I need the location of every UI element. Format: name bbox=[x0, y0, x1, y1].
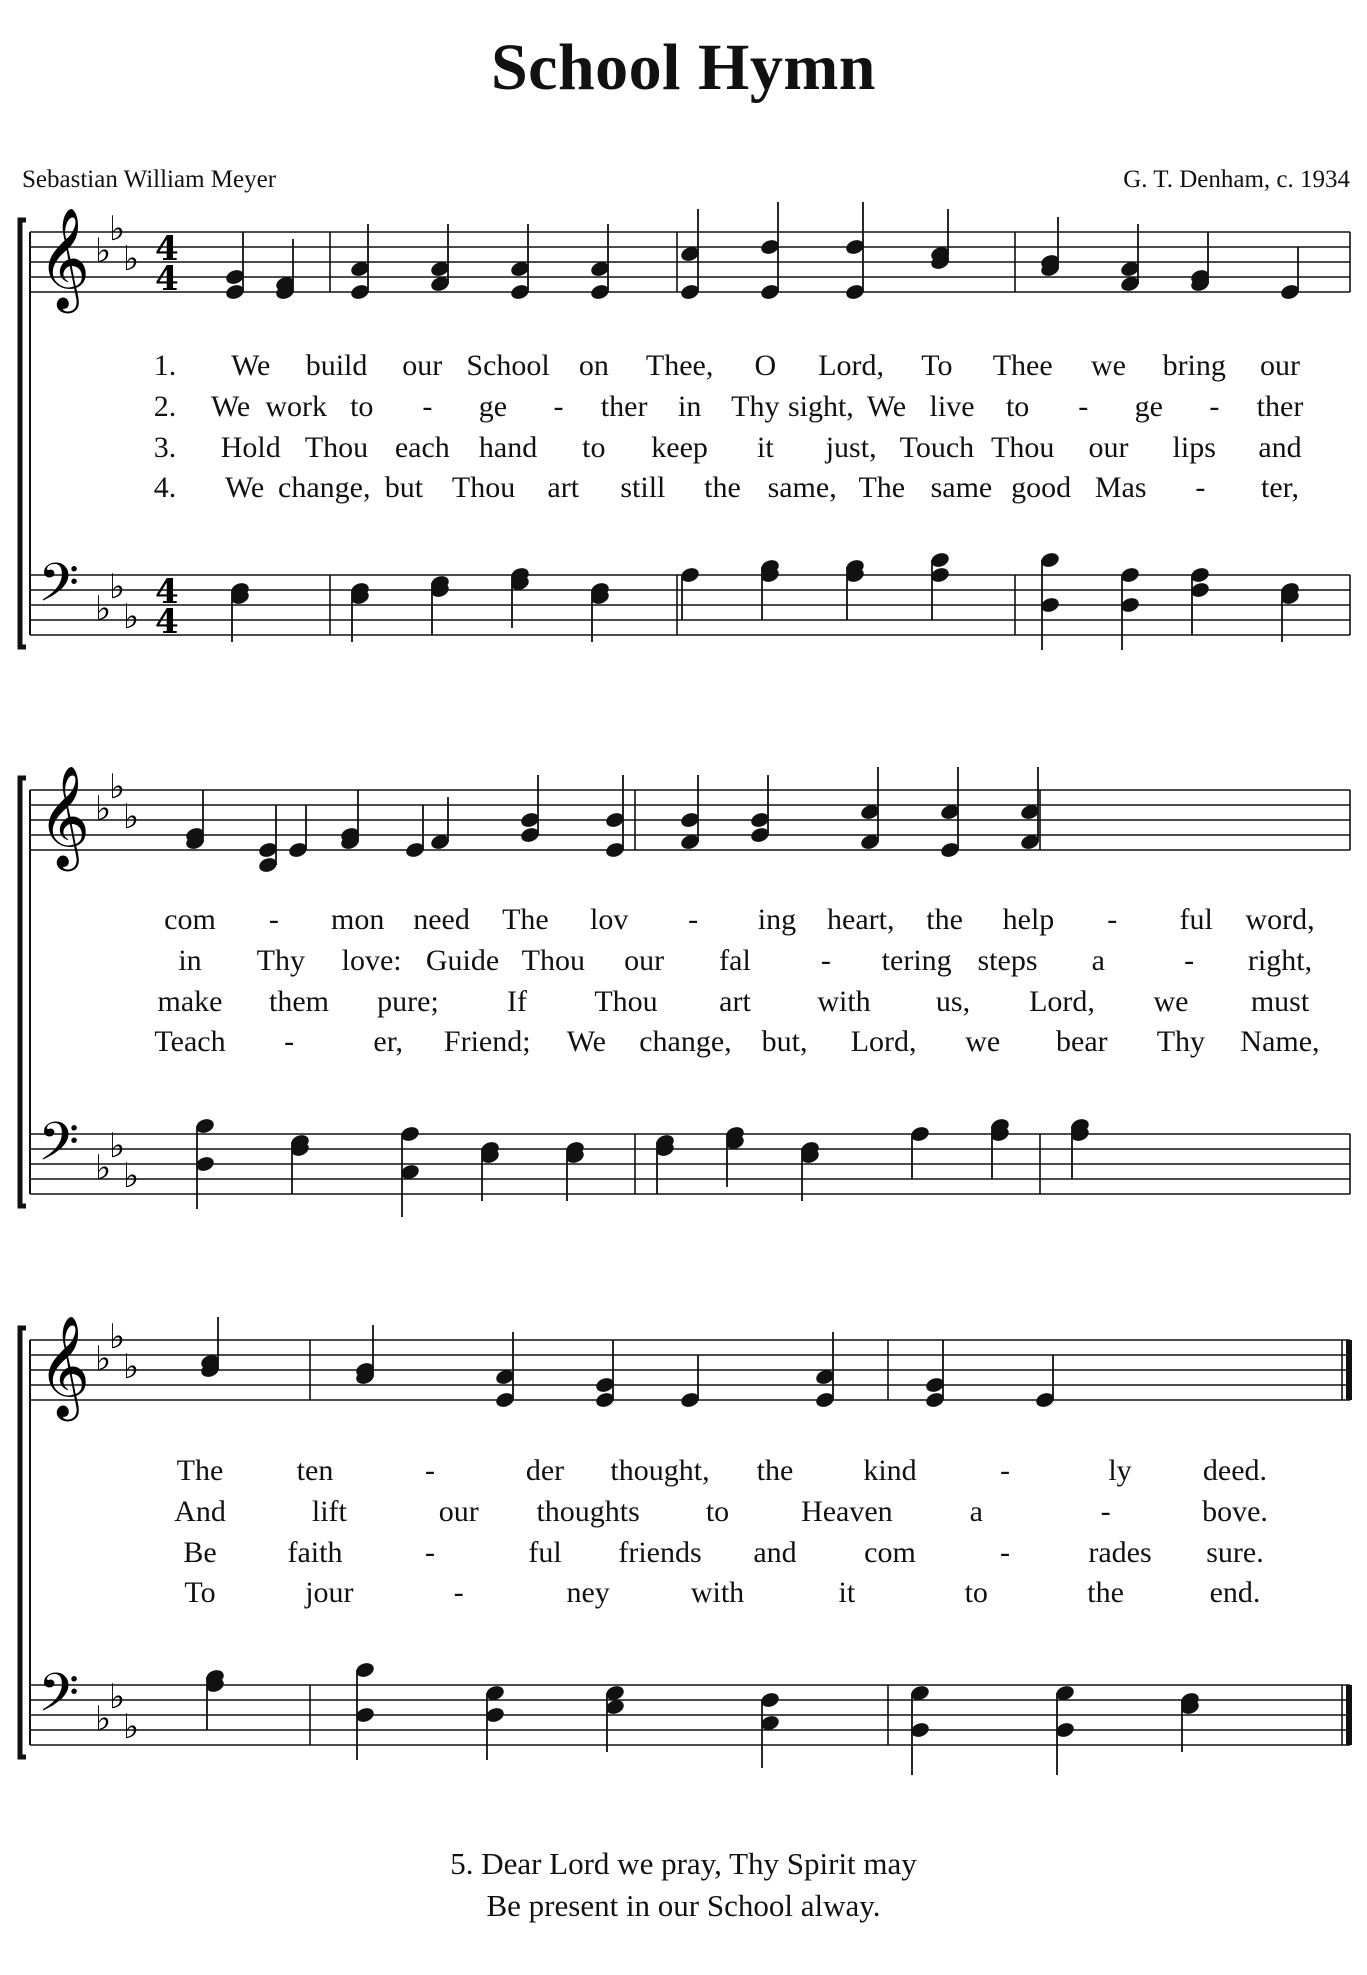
lyric-syllable: - bbox=[1184, 944, 1195, 977]
lyric-syllable: love: bbox=[341, 944, 402, 977]
lyric-syllable: bring bbox=[1162, 349, 1226, 382]
lyric-syllable: - bbox=[425, 1536, 435, 1569]
lyric-syllable: Be bbox=[183, 1536, 217, 1569]
lyric-syllable: com bbox=[164, 903, 216, 936]
lyric-syllable: to bbox=[964, 1576, 988, 1609]
treble-clef-icon: 𝄞 bbox=[38, 206, 91, 309]
lyrics bbox=[154, 349, 1320, 1609]
lyric-syllable: Thou bbox=[594, 985, 658, 1018]
lyric-syllable: Thee, bbox=[645, 349, 714, 382]
flat-icon: ♭ bbox=[109, 1126, 126, 1166]
lyric-syllable: faith bbox=[287, 1536, 343, 1569]
lyric-syllable: friends bbox=[618, 1536, 702, 1569]
time-signature-bottom: 4 bbox=[155, 602, 179, 642]
lyric-syllable: with bbox=[690, 1576, 745, 1609]
lyric-syllable: 1. bbox=[153, 349, 177, 382]
lyric-syllable: Lord, bbox=[818, 349, 885, 382]
lyric-syllable: Thee bbox=[992, 349, 1053, 382]
lyric-syllable: art bbox=[719, 985, 751, 1018]
lyric-syllable: The bbox=[176, 1454, 224, 1487]
lyric-syllable: bove. bbox=[1202, 1495, 1268, 1528]
time-signature-bottom: 4 bbox=[155, 259, 179, 299]
flat-icon: ♭ bbox=[109, 567, 126, 607]
lyric-syllable: We bbox=[225, 471, 265, 504]
lyric-syllable: each bbox=[394, 431, 450, 464]
lyric-syllable: ge bbox=[478, 390, 508, 423]
bass-clef-icon: 𝄢 bbox=[38, 1112, 80, 1186]
lyric-syllable: to bbox=[1005, 390, 1030, 423]
lyric-syllable: sight, bbox=[787, 390, 854, 423]
flat-icon: ♭ bbox=[123, 797, 140, 837]
lyric-syllable: com bbox=[864, 1536, 916, 1569]
lyric-syllable: lov bbox=[590, 903, 629, 936]
lyric-syllable: Touch bbox=[899, 431, 975, 464]
flat-icon: ♭ bbox=[109, 1677, 126, 1717]
lyric-syllable: build bbox=[305, 349, 368, 382]
lyric-syllable: Thou bbox=[451, 471, 516, 504]
lyric-syllable: Heaven bbox=[801, 1495, 893, 1528]
lyric-syllable: We bbox=[866, 390, 907, 423]
lyric-syllable: our bbox=[402, 349, 443, 382]
lyric-syllable: to bbox=[705, 1495, 730, 1528]
flat-icon: ♭ bbox=[123, 1347, 140, 1387]
lyric-syllable: make bbox=[157, 985, 223, 1018]
lyric-syllable: - bbox=[453, 1576, 464, 1609]
lyric-syllable: our bbox=[624, 944, 665, 977]
lyric-syllable: us, bbox=[935, 985, 971, 1018]
lyric-syllable: ten bbox=[296, 1454, 334, 1487]
lyric-syllable: need bbox=[413, 903, 470, 936]
verse-five bbox=[0, 1843, 1367, 1927]
flat-icon: ♭ bbox=[95, 589, 112, 629]
lyric-syllable: 3. bbox=[153, 431, 177, 464]
lyric-syllable: steps bbox=[977, 944, 1038, 977]
flat-icon: ♭ bbox=[95, 1339, 112, 1379]
lyric-syllable: And bbox=[174, 1495, 226, 1528]
lyric-syllable: We bbox=[566, 1025, 606, 1058]
lyric-syllable: ge bbox=[1134, 390, 1163, 423]
lyric-syllable: right, bbox=[1247, 944, 1313, 977]
lyric-syllable: with bbox=[817, 985, 871, 1018]
lyric-syllable: jour bbox=[305, 1576, 354, 1609]
lyric-syllable: - bbox=[268, 903, 279, 936]
lyric-syllable: - bbox=[553, 390, 564, 423]
flat-icon: ♭ bbox=[95, 1148, 112, 1188]
lyric-syllable: Lord, bbox=[1029, 985, 1095, 1018]
lyric-syllable: - bbox=[820, 944, 831, 977]
lyric-syllable: tering bbox=[881, 944, 952, 977]
system-bracket bbox=[20, 220, 26, 647]
time-signature-top: 4 bbox=[155, 229, 179, 269]
lyric-syllable: the bbox=[756, 1454, 794, 1487]
lyric-syllable: Mas bbox=[1094, 471, 1147, 504]
lyric-syllable: If bbox=[507, 985, 527, 1018]
lyric-syllable: sure. bbox=[1206, 1536, 1264, 1569]
time-signature-top: 4 bbox=[155, 572, 179, 612]
lyric-syllable: Thy bbox=[1156, 1025, 1206, 1058]
lyric-syllable: - bbox=[1078, 390, 1089, 423]
lyric-syllable: - bbox=[1000, 1454, 1010, 1487]
flat-icon: ♭ bbox=[123, 1707, 140, 1747]
lyric-syllable: - bbox=[1100, 1495, 1111, 1528]
lyric-syllable: work bbox=[265, 390, 328, 423]
lyric-syllable: good bbox=[1011, 471, 1072, 504]
lyric-syllable: 2. bbox=[153, 390, 177, 423]
lyric-syllable: heart, bbox=[827, 903, 895, 936]
lyric-syllable: we bbox=[1153, 985, 1189, 1018]
lyric-syllable: Friend; bbox=[443, 1025, 531, 1058]
lyric-syllable: live bbox=[929, 390, 975, 423]
lyric-syllable: in bbox=[678, 390, 702, 423]
lyric-syllable: 4. bbox=[153, 471, 177, 504]
lyric-syllable: We bbox=[210, 390, 251, 423]
lyric-syllable: ther bbox=[600, 390, 648, 423]
lyric-syllable: them bbox=[269, 985, 329, 1018]
lyric-syllable: - bbox=[688, 903, 699, 936]
lyric-syllable: der bbox=[525, 1454, 565, 1487]
lyric-syllable: we bbox=[1090, 349, 1126, 382]
flat-icon: ♭ bbox=[109, 1317, 126, 1357]
lyric-syllable: it bbox=[838, 1576, 856, 1609]
flat-icon: ♭ bbox=[123, 597, 140, 637]
lyric-syllable: The bbox=[858, 471, 906, 504]
lyric-syllable: and bbox=[753, 1536, 797, 1569]
lyric-syllable: a bbox=[969, 1495, 983, 1528]
lyric-syllable: the bbox=[704, 471, 741, 504]
lyric-syllable: still bbox=[620, 471, 666, 504]
lyric-syllable: hand bbox=[478, 431, 538, 464]
lyric-syllable: rades bbox=[1088, 1536, 1152, 1569]
composer-credit: Sebastian William Meyer bbox=[22, 166, 277, 193]
lyric-syllable: The bbox=[502, 903, 549, 936]
system-bracket bbox=[20, 1328, 26, 1757]
lyric-syllable: a bbox=[1091, 944, 1105, 977]
lyric-syllable: it bbox=[757, 431, 774, 464]
lyric-syllable: mon bbox=[331, 903, 385, 936]
verse-five-line-1: 5. Dear Lord we pray, Thy Spirit may bbox=[450, 1846, 917, 1881]
lyric-syllable: same bbox=[930, 471, 993, 504]
lyric-syllable: Thou bbox=[304, 431, 369, 464]
lyric-syllable: our bbox=[1260, 349, 1300, 382]
lyric-syllable: just, bbox=[825, 431, 877, 464]
lyric-syllable: To bbox=[184, 1576, 216, 1609]
lyric-syllable: ter, bbox=[1261, 471, 1299, 504]
lyric-syllable: School bbox=[466, 349, 550, 382]
lyric-syllable: Thou bbox=[991, 431, 1055, 464]
lyric-syllable: deed. bbox=[1202, 1454, 1268, 1487]
author-credit: G. T. Denham, c. 1934 bbox=[1123, 166, 1350, 193]
lyric-syllable: help bbox=[1002, 903, 1055, 936]
lyric-syllable: change, bbox=[278, 471, 371, 504]
lyric-syllable: in bbox=[178, 944, 202, 977]
lyric-syllable: fal bbox=[719, 944, 751, 977]
flat-icon: ♭ bbox=[95, 1699, 112, 1739]
lyric-syllable: kind bbox=[863, 1454, 917, 1487]
lyric-syllable: ful bbox=[1179, 903, 1213, 936]
lyric-syllable: word, bbox=[1245, 903, 1315, 936]
lyric-syllable: - bbox=[1195, 471, 1206, 504]
lyric-syllable: Name, bbox=[1240, 1025, 1320, 1058]
bass-clef-icon: 𝄢 bbox=[38, 553, 80, 627]
lyric-syllable: ful bbox=[528, 1536, 562, 1569]
lyric-syllable: bear bbox=[1056, 1025, 1108, 1058]
lyric-syllable: Thy bbox=[256, 944, 305, 977]
flat-icon: ♭ bbox=[95, 789, 112, 829]
lyric-syllable: We bbox=[231, 349, 271, 382]
lyric-syllable: but, bbox=[761, 1025, 808, 1058]
lyric-syllable: on bbox=[578, 349, 609, 382]
lyric-syllable: Thy bbox=[731, 390, 780, 423]
lyric-syllable: art bbox=[547, 471, 580, 504]
lyric-syllable: our bbox=[438, 1495, 479, 1528]
lyric-syllable: - bbox=[1000, 1536, 1010, 1569]
lyric-syllable: pure; bbox=[377, 985, 439, 1018]
lyric-syllable: lips bbox=[1172, 431, 1216, 464]
hymn-title: School Hymn bbox=[490, 31, 877, 104]
lyric-syllable: the bbox=[926, 903, 963, 936]
lyric-syllable: the bbox=[1087, 1576, 1124, 1609]
lyric-syllable: must bbox=[1250, 985, 1310, 1018]
lyric-syllable: thoughts bbox=[536, 1495, 640, 1528]
lyric-syllable: change, bbox=[639, 1025, 732, 1058]
lyric-syllable: Hold bbox=[220, 431, 281, 464]
lyric-syllable: - bbox=[422, 390, 433, 423]
treble-clef-icon: 𝄞 bbox=[38, 764, 91, 867]
lyric-syllable: ther bbox=[1256, 390, 1304, 423]
lyric-syllable: - bbox=[1209, 390, 1220, 423]
lyric-syllable: to bbox=[350, 390, 374, 423]
lyric-syllable: ing bbox=[757, 903, 797, 936]
flat-icon: ♭ bbox=[109, 767, 126, 807]
lyric-syllable: lift bbox=[311, 1495, 347, 1528]
bass-clef-icon: 𝄢 bbox=[38, 1663, 80, 1737]
lyric-syllable: thought, bbox=[610, 1454, 710, 1487]
flat-icon: ♭ bbox=[123, 239, 140, 279]
lyric-syllable: end. bbox=[1209, 1576, 1261, 1609]
treble-clef-icon: 𝄞 bbox=[38, 1314, 91, 1417]
lyric-syllable: same, bbox=[767, 471, 837, 504]
lyric-syllable: - bbox=[425, 1454, 435, 1487]
lyric-syllable: ney bbox=[566, 1576, 610, 1609]
verse-five-line-2: Be present in our School alway. bbox=[486, 1888, 881, 1923]
lyric-syllable: er, bbox=[373, 1025, 403, 1058]
flat-icon: ♭ bbox=[109, 209, 126, 249]
lyric-syllable: Thou bbox=[521, 944, 585, 977]
lyric-syllable: To bbox=[921, 349, 953, 382]
lyric-syllable: and bbox=[1258, 431, 1302, 464]
flat-icon: ♭ bbox=[95, 231, 112, 271]
lyric-syllable: Teach bbox=[154, 1025, 226, 1058]
lyric-syllable: O bbox=[754, 349, 777, 382]
lyric-syllable: our bbox=[1088, 431, 1129, 464]
lyric-syllable: Lord, bbox=[850, 1025, 917, 1058]
lyric-syllable: we bbox=[965, 1025, 1001, 1058]
lyric-syllable: Guide bbox=[425, 944, 500, 977]
flat-icon: ♭ bbox=[123, 1156, 140, 1196]
lyric-syllable: keep bbox=[651, 431, 708, 464]
system-bracket bbox=[20, 778, 26, 1206]
lyric-syllable: to bbox=[582, 431, 606, 464]
lyric-syllable: but bbox=[384, 471, 424, 504]
lyric-syllable: ly bbox=[1108, 1454, 1132, 1487]
lyric-syllable: - bbox=[1107, 903, 1118, 936]
lyric-syllable: - bbox=[284, 1025, 295, 1058]
